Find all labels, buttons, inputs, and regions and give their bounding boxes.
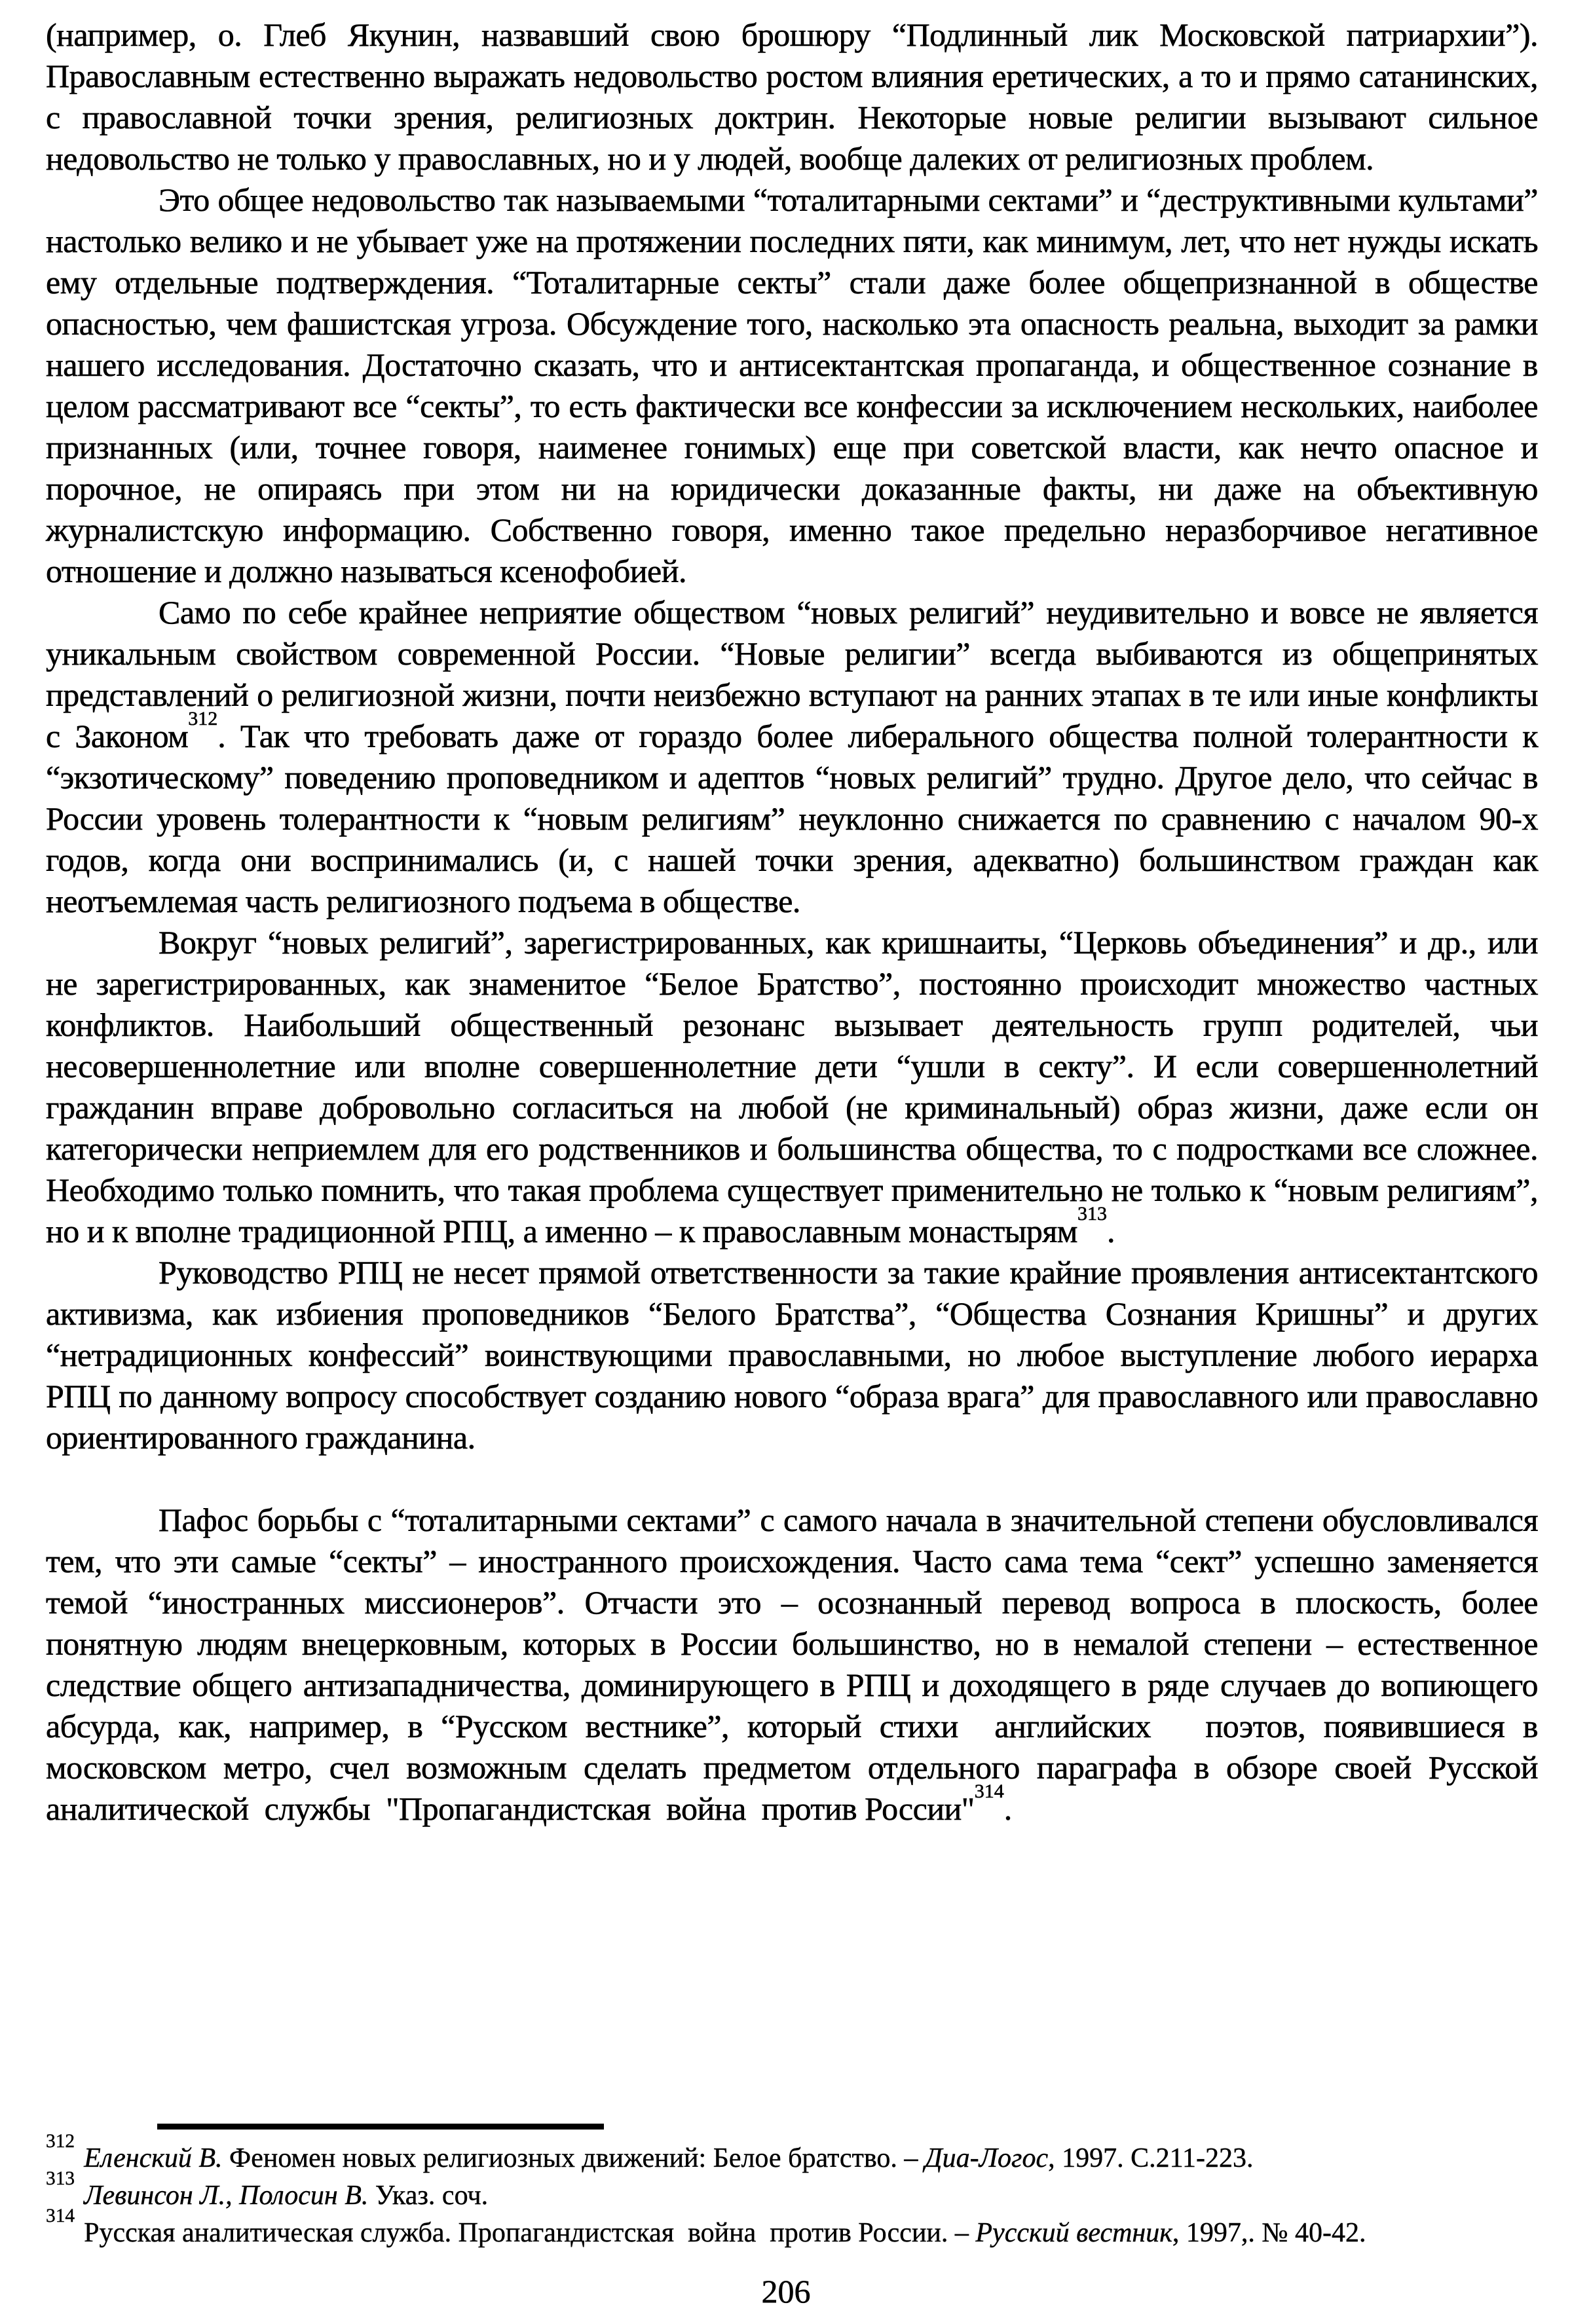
paragraph-5 bbox=[46, 1252, 1538, 1458]
footnote-author: Еленский В. bbox=[84, 2143, 223, 2173]
footnote-separator-rule bbox=[157, 2124, 604, 2130]
text-run: Вокруг “новых религий”, зарегистрированных, как кришнаиты, “Церковь объединения” и др., или не зарегистрированных, как знаменитое “Белое Братство”, постоянно происходит множество частных конфликтов. Наибольший общественный резонанс вызывает деятельность групп родителей, чьи несовершеннолетние или вполне совершеннолетние дети “ушли в секту”. И если совершеннолетний гражданин вправе добровольно согласиться на любой (не криминальный) образ жизни, даже если он категорически неприемлем для его родственников и большинства общества, то с подростками все сложнее. Необходимо только помнить, что такая проблема существует применительно не только к “новым религиям”, но и к вполне традиционной РПЦ, а именно – к православным монастырям bbox=[46, 924, 1538, 1249]
paragraph-4 bbox=[46, 922, 1538, 1252]
body-text bbox=[46, 14, 1538, 1830]
footnote-ref-314: 314 bbox=[974, 1780, 1004, 1802]
text-run: Русская аналитическая служба. Пропагандистская война против России. – bbox=[84, 2218, 976, 2248]
text-run: , 1997. С.211-223. bbox=[1048, 2143, 1254, 2173]
footnote-ref-313: 313 bbox=[1077, 1202, 1107, 1225]
text-run: Это общее недовольство так называемыми “тоталитарными сектами” и “деструктивными культами” настолько велико и не убывает уже на протяжении последних пяти, как минимум, лет, что нет нужды искать ему отдельные подтверждения. “Тоталитарные секты” стали даже более общепризнанной в обществе опасностью, чем фашистская угроза. Обсуждение того, насколько эта опасность реальна, выходит за рамки нашего исследования. Достаточно сказать, что и антисектантская пропаганда, и общественное сознание в целом рассматривают все “секты”, то есть фактически все конфессии за исключением нескольких, наиболее признанных (или, точнее говоря, наименее гонимых) еще при советской власти, как нечто опасное и порочное, не опираясь при этом ни на юридически доказанные факты, ни даже на объективную журналистскую информацию. Собственно говоря, именно такое предельно неразборчивое негативное отношение и должно называться ксенофобией. bbox=[46, 181, 1538, 589]
footnote-312 bbox=[46, 2131, 1552, 2177]
paragraph-1 bbox=[46, 14, 1538, 179]
footnotes-block bbox=[46, 2131, 1552, 2252]
footnote-314 bbox=[46, 2205, 1552, 2252]
footnote-313 bbox=[46, 2168, 1552, 2215]
text-run: Указ. соч. bbox=[368, 2181, 489, 2211]
text-run: . Так что требовать даже от гораздо более либерального общества полной толерантности к “экзотическому” поведению проповедником и адептов “новых религий” трудно. Другое дело, что сейчас в России уровень толерантности к “новым религиям” неуклонно снижается по сравнению с началом 90-х годов, когда они воспринимались (и, с нашей точки зрения, адекватно) большинством граждан как неотъемлемая часть религиозного подъема в обществе. bbox=[46, 718, 1538, 919]
footnote-number: 312 bbox=[46, 2131, 75, 2152]
text-run: Феномен новых религиозных движений: Белое братство. – bbox=[222, 2143, 925, 2173]
footnote-source: Русский вестник bbox=[975, 2218, 1172, 2248]
page-number: 206 bbox=[761, 2273, 811, 2310]
text-run: Руководство РПЦ не несет прямой ответственности за такие крайние проявления антисектантского активизма, как избиения проповедников “Белого Братства”, “Общества Сознания Кришны” и других “нетрадиционных конфессий” воинствующими православными, но любое выступление любого иерарха РПЦ по данному вопросу способствует созданию нового “образа врага” для православного или православно ориентированного гражданина. bbox=[46, 1254, 1538, 1456]
paragraph-6 bbox=[46, 1500, 1538, 1830]
text-run: . bbox=[1106, 1213, 1115, 1249]
footnote-author: Левинсон Л., Полосин В. bbox=[84, 2181, 369, 2211]
paragraph-gap bbox=[46, 1458, 1538, 1500]
paragraph-3 bbox=[46, 592, 1538, 922]
footnote-number: 314 bbox=[46, 2205, 75, 2227]
footnote-number: 313 bbox=[46, 2168, 75, 2190]
paragraph-2 bbox=[46, 179, 1538, 592]
text-run: , 1997,. № 40-42. bbox=[1172, 2218, 1366, 2248]
text-run: Пафос борьбы с “тоталитарными сектами” с самого начала в значительной степени обусловливался тем, что эти самые “секты” – иностранного происхождения. Часто сама тема “сект” успешно заменяется темой “иностранных миссионеров”. Отчасти это – осознанный перевод вопроса в плоскость, более понятную людям внецерковным, которых в России большинство, но в немалой степени – естественное следствие общего антизападничества, доминирующего в РПЦ и доходящего в ряде случаев до вопиющего абсурда, как, например, в “Русском вестнике”, который стихи английских поэтов, появившиеся в московском метро, счел возможным сделать предметом отдельного параграфа в обзоре своей Русской аналитической службы "Пропагандистская война против России" bbox=[46, 1502, 1538, 1827]
text-run: Само по себе крайнее неприятие обществом “новых религий” неудивительно и вовсе не является уникальным свойством современной России. “Новые религии” всегда выбиваются из общепринятых представлений о религиозной жизни, почти неизбежно вступают на ранних этапах в те или иные конфликты с Законом bbox=[46, 594, 1538, 754]
footnote-ref-312: 312 bbox=[188, 707, 218, 729]
text-run: . bbox=[1003, 1790, 1012, 1827]
text-run: (например, о. Глеб Якунин, назвавший свою брошюру “Подлинный лик Московской патриархии”). Православным естественно выражать недовольство ростом влияния еретических, а то и прямо сатанинских, с православной точки зрения, религиозных доктрин. Некоторые новые религии вызывают сильное недовольство не только у православных, но и у людей, вообще далеких от религиозных проблем. bbox=[46, 16, 1538, 177]
footnote-source: Диа-Логос bbox=[924, 2143, 1049, 2173]
